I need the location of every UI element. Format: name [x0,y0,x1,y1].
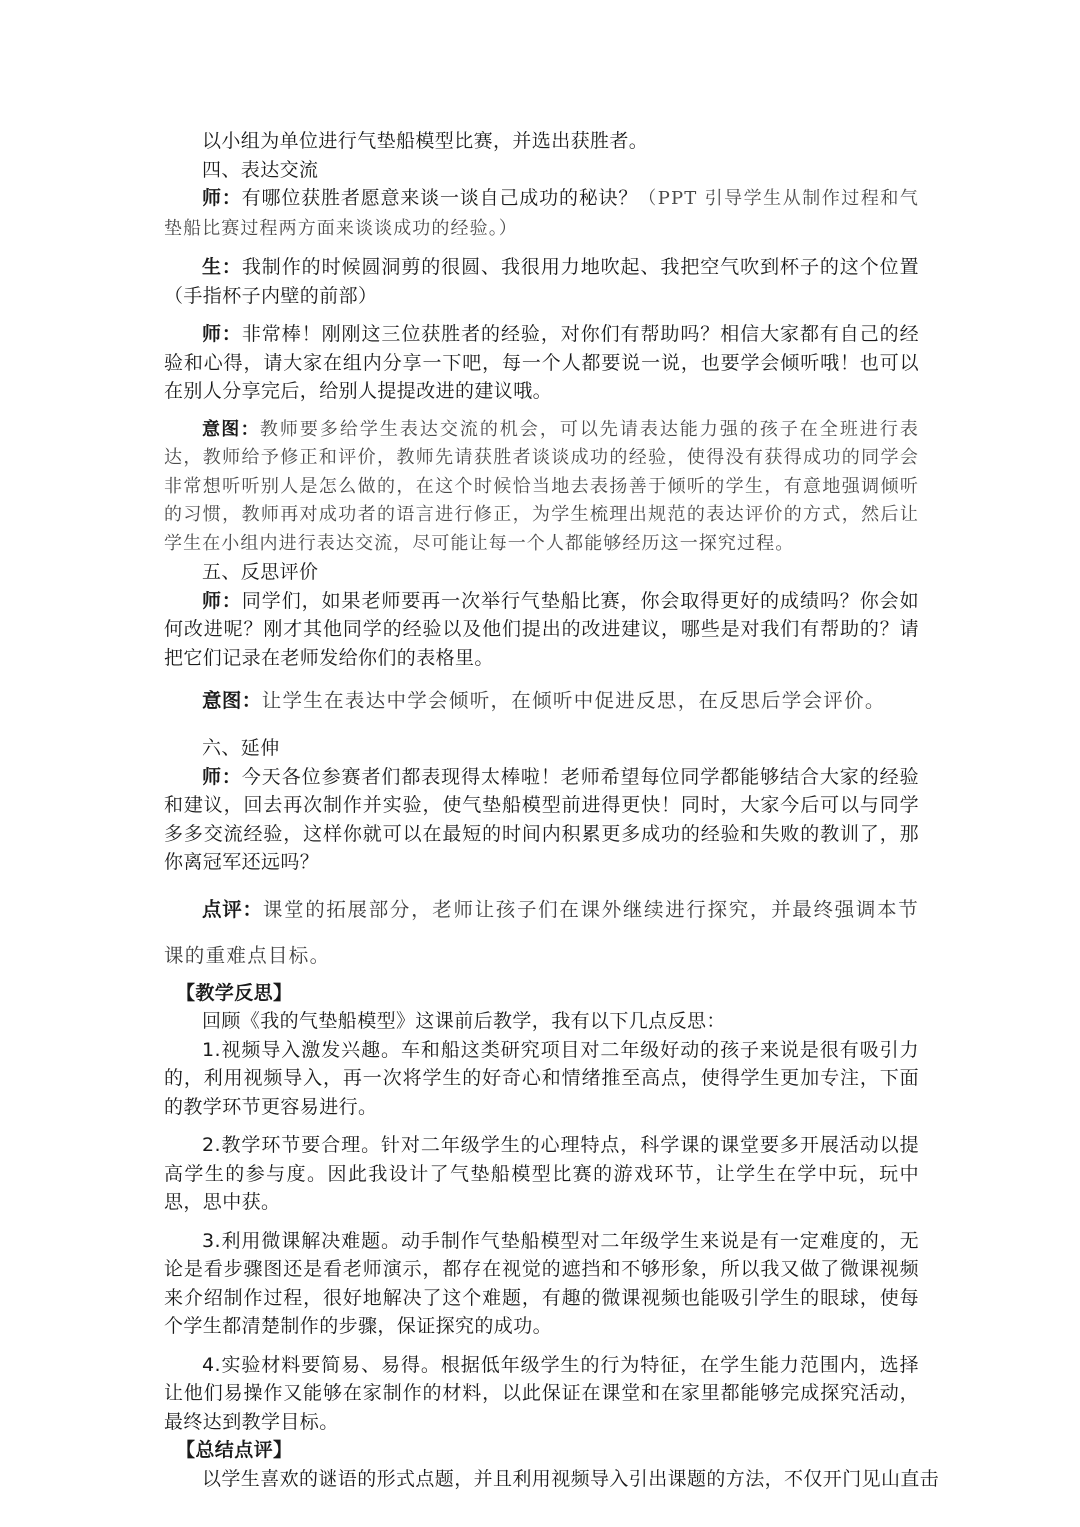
comment-text: 课堂的拓展部分，老师让孩子们在课外继续进行探究，并最终强调本节课的重难点目标。 [164,897,919,967]
ppt-guidance-note: （PPT 引导学生从制作过程和气垫船比赛过程两方面来谈谈成功的经验。） [164,188,919,239]
intent-label: 意图： [202,418,260,440]
teacher-reflection-paragraph [164,587,919,673]
reflection-heading: 【教学反思】 [176,981,293,1004]
section-three-tail: 以小组为单位进行气垫船模型比赛，并选出获胜者。 [202,130,649,152]
reflection-item-4: 4.实验材料要简易、易得。根据低年级学生的行为特征，在学生能力范围内，选择让他们易操作又能够在家制作的材料，以此保证在课堂和在家里都能够完成探究活动，最终达到教学目标。 [164,1353,919,1433]
reflection-item-3: 3.利用微课解决难题。动手制作气垫船模型对二年级学生来说是有一定难度的，无论是看步骤图还是看老师演示，都存在视觉的遮挡和不够形象，所以我又做了微课视频来介绍制作过程，很好地解决了这个难题，有趣的微课视频也能吸引学生的眼球，使每个学生都清楚制作的步骤，保证探究的成功。 [164,1229,919,1337]
teacher-label: 师： [202,323,242,345]
summary-text: 以学生喜欢的谜语的形式点题，并且利用视频导入引出课题的方法，不仅开门见山直击 [202,1467,940,1490]
section-six-heading: 六、延伸 [202,737,280,759]
teacher-label: 师： [202,187,242,209]
section-four-heading: 四、表达交流 [202,158,319,181]
student-label: 生： [202,256,242,278]
student-answer-text: 我制作的时候圆洞剪的很圆、我很用力地吹起、我把空气吹到杯子的这个位置（手指杯子内壁的前部） [164,256,919,307]
reflection-item-2: 2.教学环节要合理。针对二年级学生的心理特点，科学课的课堂要多开展活动以提高学生的参与度。因此我设计了气垫船模型比赛的游戏环节，让学生在学中玩，玩中思，思中获。 [164,1134,919,1213]
intent-paragraph [164,416,919,559]
intent-text: 教师要多给学生表达交流的机会，可以先请表达能力强的孩子在全班进行表达，教师给予修正和评价，教师先请获胜者谈谈成功的经验，使得没有获得成功的同学会非常想听听别人是怎么做的，在这个时候恰当地去表扬善于倾听的学生，有意地强调倾听的习惯，教师再对成功者的语言进行修正，为学生梳理出规范的表达评价的方式，然后让学生在小组内进行表达交流，尽可能让每一个人都能够经历这一探究过程。 [164,418,920,554]
reflection-intro: 回顾《我的气垫船模型》这课前后教学，我有以下几点反思： [202,1010,726,1032]
reflection-item-1: 1.视频导入激发兴趣。车和船这类研究项目对二年级好动的孩子来说是很有吸引力的，利用视频导入，再一次将学生的好奇心和情绪推至高点，使得学生更加专注，下面的教学环节更容易进行。 [164,1038,919,1118]
intent-text: 让学生在表达中学会倾听，在倾听中促进反思，在反思后学会评价。 [261,689,886,712]
intent-paragraph-2 [164,678,919,724]
teacher-feedback-paragraph [164,320,919,406]
teacher-label: 师： [202,765,242,788]
teacher-feedback-text: 非常棒！刚刚这三位获胜者的经验，对你们有帮助吗？相信大家都有自己的经验和心得，请大家在组内分享一下吧，每一个人都要说一说，也要学会倾听哦！也可以在别人分享完后，给别人提提改进的建议哦。 [164,323,919,402]
teacher-extension-paragraph [164,763,919,877]
teacher-extension-text: 今天各位参赛者们都表现得太棒啦！老师希望每位同学都能够结合大家的经验和建议，回去再次制作并实验，使气垫船模型前进得更快！同时，大家今后可以与同学多多交流经验，这样你就可以在最短的时间内积累更多成功的经验和失败的教训了，那你离冠军还远吗？ [164,765,919,873]
summary-heading: 【总结点评】 [176,1439,293,1461]
teacher-label: 师： [202,589,242,612]
comment-label: 点评： [202,897,263,921]
teacher-reflection-text: 同学们，如果老师要再一次举行气垫船比赛，你会取得更好的成绩吗？你会如何改进呢？刚才其他同学的经验以及他们提出的改进建议，哪些是对我们有帮助的？请把它们记录在老师发给你们的表格里。 [164,589,919,669]
document-page [164,127,940,1493]
teacher-question-text: 有哪位获胜者愿意来谈一谈自己成功的秘诀？ [241,187,639,209]
teacher-question-paragraph [164,184,919,243]
comment-paragraph [164,887,919,979]
student-answer-paragraph [164,253,919,310]
intent-label: 意图： [202,689,262,712]
section-five-heading: 五、反思评价 [202,561,319,583]
